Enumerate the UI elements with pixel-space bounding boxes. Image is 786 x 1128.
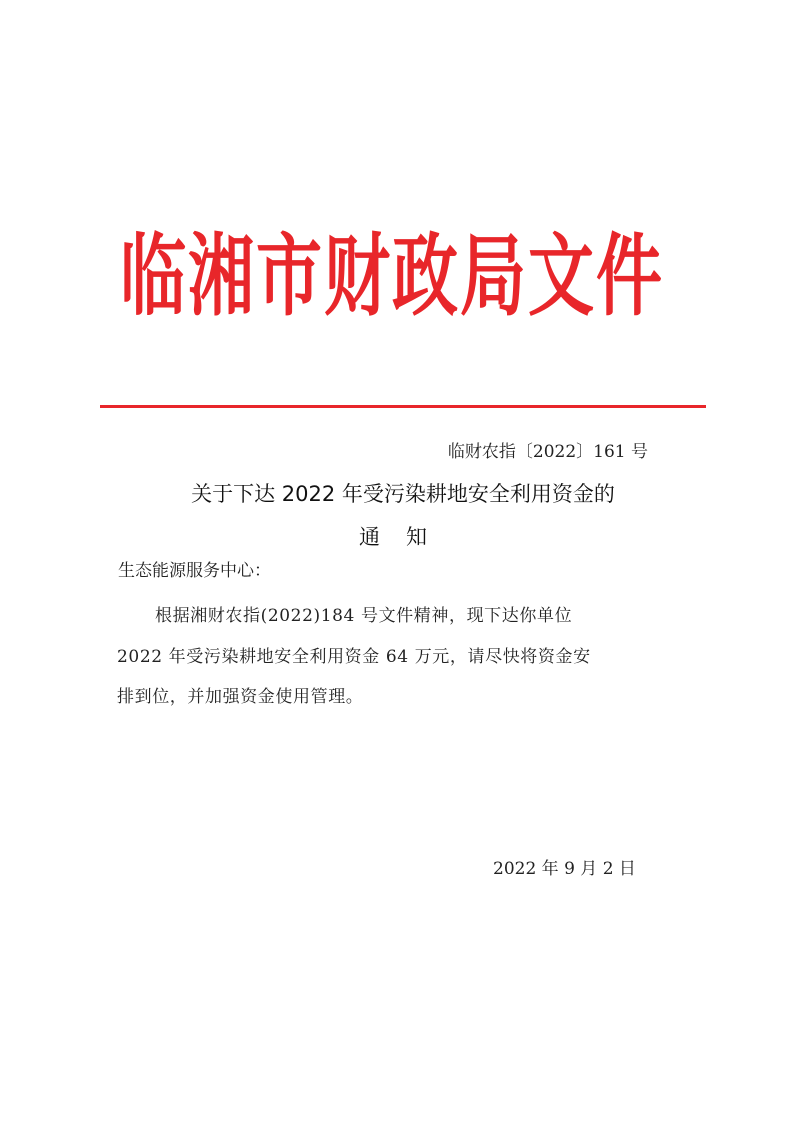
body-text-line-3: 排到位，并加强资金使用管理。 [117, 687, 364, 707]
red-divider-line [100, 405, 706, 408]
document-title-line-2: 通知 [359, 525, 453, 549]
document-number: 临财农指〔2022〕161 号 [447, 442, 648, 462]
body-text-line-1: 根据湘财农指(2022)184 号文件精神，现下达你单位 [155, 606, 573, 626]
body-text-line-2: 2022 年受污染耕地安全利用资金 64 万元，请尽快将资金安 [117, 647, 591, 667]
recipient: 生态能源服务中心： [118, 561, 271, 581]
issue-date: 2022 年 9 月 2 日 [493, 859, 636, 879]
issuing-authority-header: 临湘市财政局文件 [120, 224, 664, 329]
document-title-line-1: 关于下达 2022 年受污染耕地安全利用资金的 [191, 482, 615, 506]
